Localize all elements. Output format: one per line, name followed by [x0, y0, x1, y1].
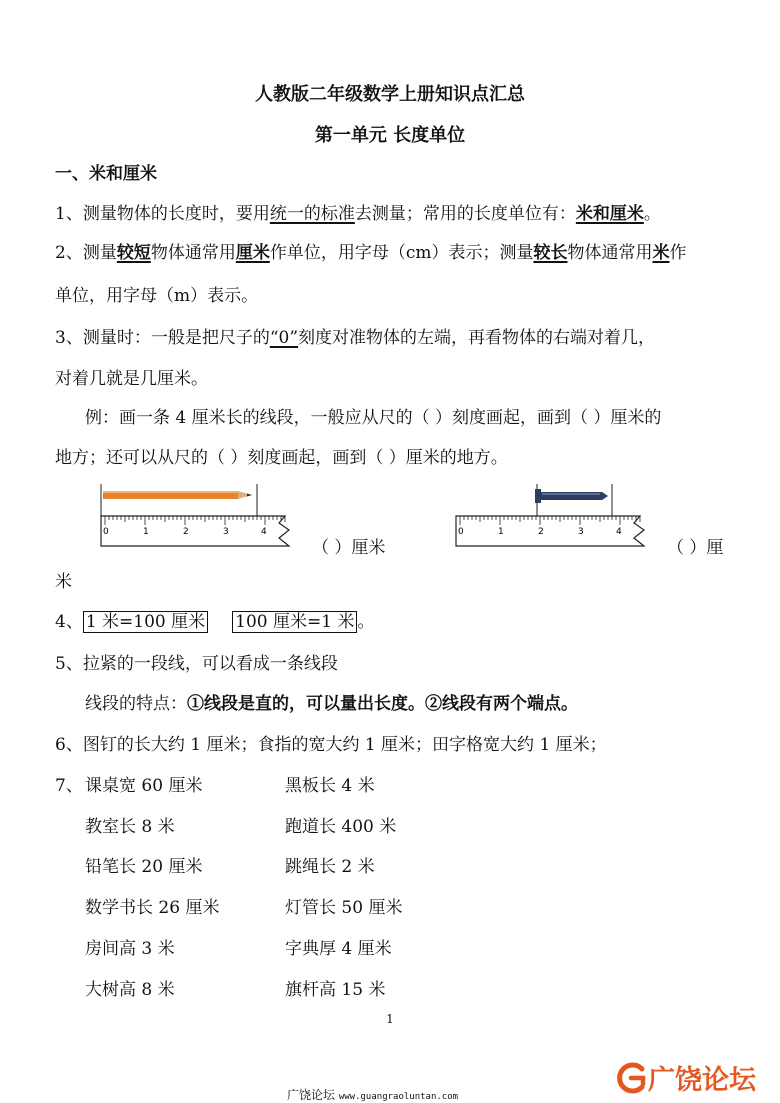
list-item: 大树高 8 米 [85, 980, 175, 1000]
underlined-term: 较短 [116, 243, 151, 263]
ruler-1 [95, 478, 305, 556]
ruler-2 [450, 478, 660, 556]
tick-label: 2 [183, 527, 189, 537]
tick-label: 0 [458, 527, 464, 537]
example-line-1: 例：画一条 4 厘米长的线段，一般应从尺的（ ）刻度画起，画到（ ）厘米的 [85, 408, 662, 428]
tick-label: 3 [578, 527, 584, 537]
tick-label: 3 [223, 527, 229, 537]
tick-label: 1 [498, 527, 504, 537]
list-item: 灯管长 50 厘米 [285, 898, 403, 918]
list-item: 旗杆高 15 米 [285, 980, 386, 1000]
logo-text: 广饶论坛 [648, 1065, 756, 1096]
item-3-line-2: 对着几就是几厘米。 [55, 369, 208, 389]
tick-label: 4 [261, 527, 267, 537]
tick-label: 4 [616, 527, 622, 537]
item-7-prefix: 7、 [55, 776, 83, 796]
item-6: 6、图钉的长大约 1 厘米；食指的宽大约 1 厘米；田字格宽大约 1 厘米； [55, 735, 607, 755]
underlined-term: 米和厘米 [575, 204, 644, 224]
list-item: 课桌宽 60 厘米 [85, 776, 203, 796]
list-item: 字典厚 4 厘米 [285, 939, 392, 959]
logo-mark-icon [612, 1060, 648, 1096]
item-2: 2、测量较短物体通常用厘米作单位，用字母（cm）表示；测量较长物体通常用米作 [55, 243, 687, 263]
ruler-2-answer-blank: （ ）厘 [667, 538, 724, 558]
example-line-2: 地方；还可以从尺的（ ）刻度画起，画到（ ）厘米的地方。 [55, 448, 508, 468]
ruler-body [456, 516, 644, 546]
item-1: 1、测量物体的长度时，要用统一的标准去测量；常用的长度单位有：米和厘米。 [55, 204, 661, 224]
unit-title: 第一单元 长度单位 [314, 125, 466, 146]
segment-features: 线段的特点：①线段是直的，可以量出长度。②线段有两个端点。 [85, 694, 578, 714]
list-item: 跳绳长 2 米 [285, 857, 375, 877]
list-item: 黑板长 4 米 [285, 776, 375, 796]
tick-label: 2 [538, 527, 544, 537]
site-logo [612, 1058, 756, 1097]
boxed-formula: 1 米=100 厘米 [83, 611, 208, 633]
ruler-body [101, 516, 289, 546]
nail-icon [535, 484, 612, 516]
item-5: 5、拉紧的一段线，可以看成一条线段 [55, 654, 338, 674]
tick-label: 0 [103, 527, 109, 537]
item-2-line-2: 单位，用字母（m）表示。 [55, 286, 259, 306]
underlined-term: 米 [652, 243, 670, 263]
underlined-term: 较长 [533, 243, 568, 263]
underlined-term: 厘米 [235, 243, 270, 263]
tick-label: 1 [143, 527, 149, 537]
site-url-link[interactable]: www.guangraoluntan.com [338, 1092, 459, 1102]
footer [287, 1086, 458, 1103]
item-4: 4、 1 米=100 厘米 100 厘米=1 米 。 [55, 612, 375, 632]
boxed-formula: 100 厘米=1 米 [232, 611, 357, 633]
list-item: 教室长 8 米 [85, 817, 175, 837]
site-name: 广饶论坛 [287, 1088, 336, 1102]
pencil-icon [101, 484, 257, 516]
underlined-term: “0” [269, 328, 299, 348]
item-3: 3、测量时：一般是把尺子的“0”刻度对准物体的左端，再看物体的右端对着几， [55, 328, 656, 348]
list-item: 跑道长 400 米 [285, 817, 397, 837]
section-heading: 一、米和厘米 [55, 164, 157, 184]
underlined-term: 统一的标准 [269, 204, 355, 224]
list-item: 铅笔长 20 厘米 [85, 857, 203, 877]
ruler-1-answer-blank: （ ）厘米 [312, 538, 386, 558]
wrapped-unit: 米 [55, 572, 72, 592]
list-item: 房间高 3 米 [85, 939, 175, 959]
page-number: 1 [386, 1012, 394, 1026]
list-item: 数学书长 26 厘米 [85, 898, 220, 918]
page-title: 人教版二年级数学上册知识点汇总 [255, 84, 525, 105]
